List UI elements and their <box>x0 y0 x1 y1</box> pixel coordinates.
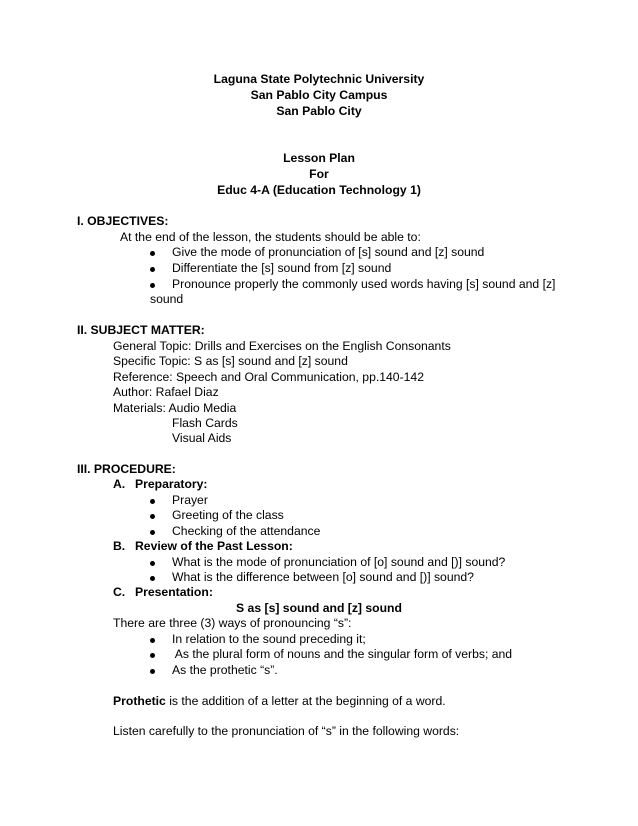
title-lesson-plan: Lesson Plan <box>283 151 355 165</box>
reference: Reference: Speech and Oral Communication, pp.140-142 <box>113 370 424 384</box>
listen-instruction: Listen carefully to the pronunciation of “s” in the following words: <box>113 724 460 738</box>
step-b-title: Review of the Past Lesson: <box>135 539 293 553</box>
material-item: Flash Cards <box>172 416 238 430</box>
step-c-title: Presentation: <box>135 585 213 599</box>
prothetic-definition-text: is the addition of a letter at the beginning of a word. <box>165 694 446 708</box>
bullet-icon <box>150 251 155 256</box>
bullet-icon <box>150 576 155 581</box>
way-item: As the prothetic “s”. <box>172 663 278 677</box>
step-c-label: C. <box>113 585 126 599</box>
materials-label: Materials: Audio Media <box>113 401 237 415</box>
bullet-icon <box>150 514 155 519</box>
objective-item: Pronounce properly the commonly used words having [s] sound and [z] <box>172 277 556 291</box>
bullet-icon <box>150 530 155 535</box>
bullet-icon <box>150 499 155 504</box>
procedure-heading: III. PROCEDURE: <box>77 462 176 476</box>
prothetic-term: Prothetic <box>113 694 166 708</box>
step-a-title: Preparatory: <box>135 477 208 491</box>
bullet-icon <box>150 653 155 658</box>
objective-item: Differentiate the [s] sound from [z] sound <box>172 261 392 275</box>
general-topic: General Topic: Drills and Exercises on the English Consonants <box>113 339 451 353</box>
campus-name: San Pablo City Campus <box>250 88 388 102</box>
bullet-icon <box>150 669 155 674</box>
bullet-icon <box>150 267 155 272</box>
city-name: San Pablo City <box>276 104 362 118</box>
material-item: Visual Aids <box>172 431 232 445</box>
preparatory-item: Prayer <box>172 493 208 507</box>
objective-item-continued: sound <box>150 292 184 306</box>
author: Author: Rafael Diaz <box>113 385 219 399</box>
bullet-icon <box>150 561 155 566</box>
title-course: Educ 4-A (Education Technology 1) <box>217 183 421 197</box>
preparatory-item: Checking of the attendance <box>172 524 321 538</box>
presentation-subtitle: S as [s] sound and [z] sound <box>236 601 402 615</box>
objective-item: Give the mode of pronunciation of [s] sound and [z] sound <box>172 245 485 259</box>
review-item: What is the mode of pronunciation of [o] sound and [)] sound? <box>172 555 506 569</box>
preparatory-item: Greeting of the class <box>172 508 284 522</box>
bullet-icon <box>150 638 155 643</box>
prothetic-definition <box>113 694 446 710</box>
objectives-heading: I. OBJECTIVES: <box>77 214 169 228</box>
title-for: For <box>309 167 329 181</box>
university-name: Laguna State Polytechnic University <box>213 72 425 86</box>
bullet-icon <box>150 283 155 288</box>
objectives-intro: At the end of the lesson, the students should be able to: <box>120 230 421 244</box>
step-a-label: A. <box>113 477 126 491</box>
specific-topic: Specific Topic: S as [s] sound and [z] sound <box>113 354 348 368</box>
step-b-label: B. <box>113 539 126 553</box>
way-item: As the plural form of nouns and the singular form of verbs; and <box>172 647 513 661</box>
ways-intro: There are three (3) ways of pronouncing “s”: <box>113 616 352 630</box>
way-item: In relation to the sound preceding it; <box>172 632 366 646</box>
review-item: What is the difference between [o] sound and [)] sound? <box>172 570 474 584</box>
subject-matter-heading: II. SUBJECT MATTER: <box>77 323 205 337</box>
